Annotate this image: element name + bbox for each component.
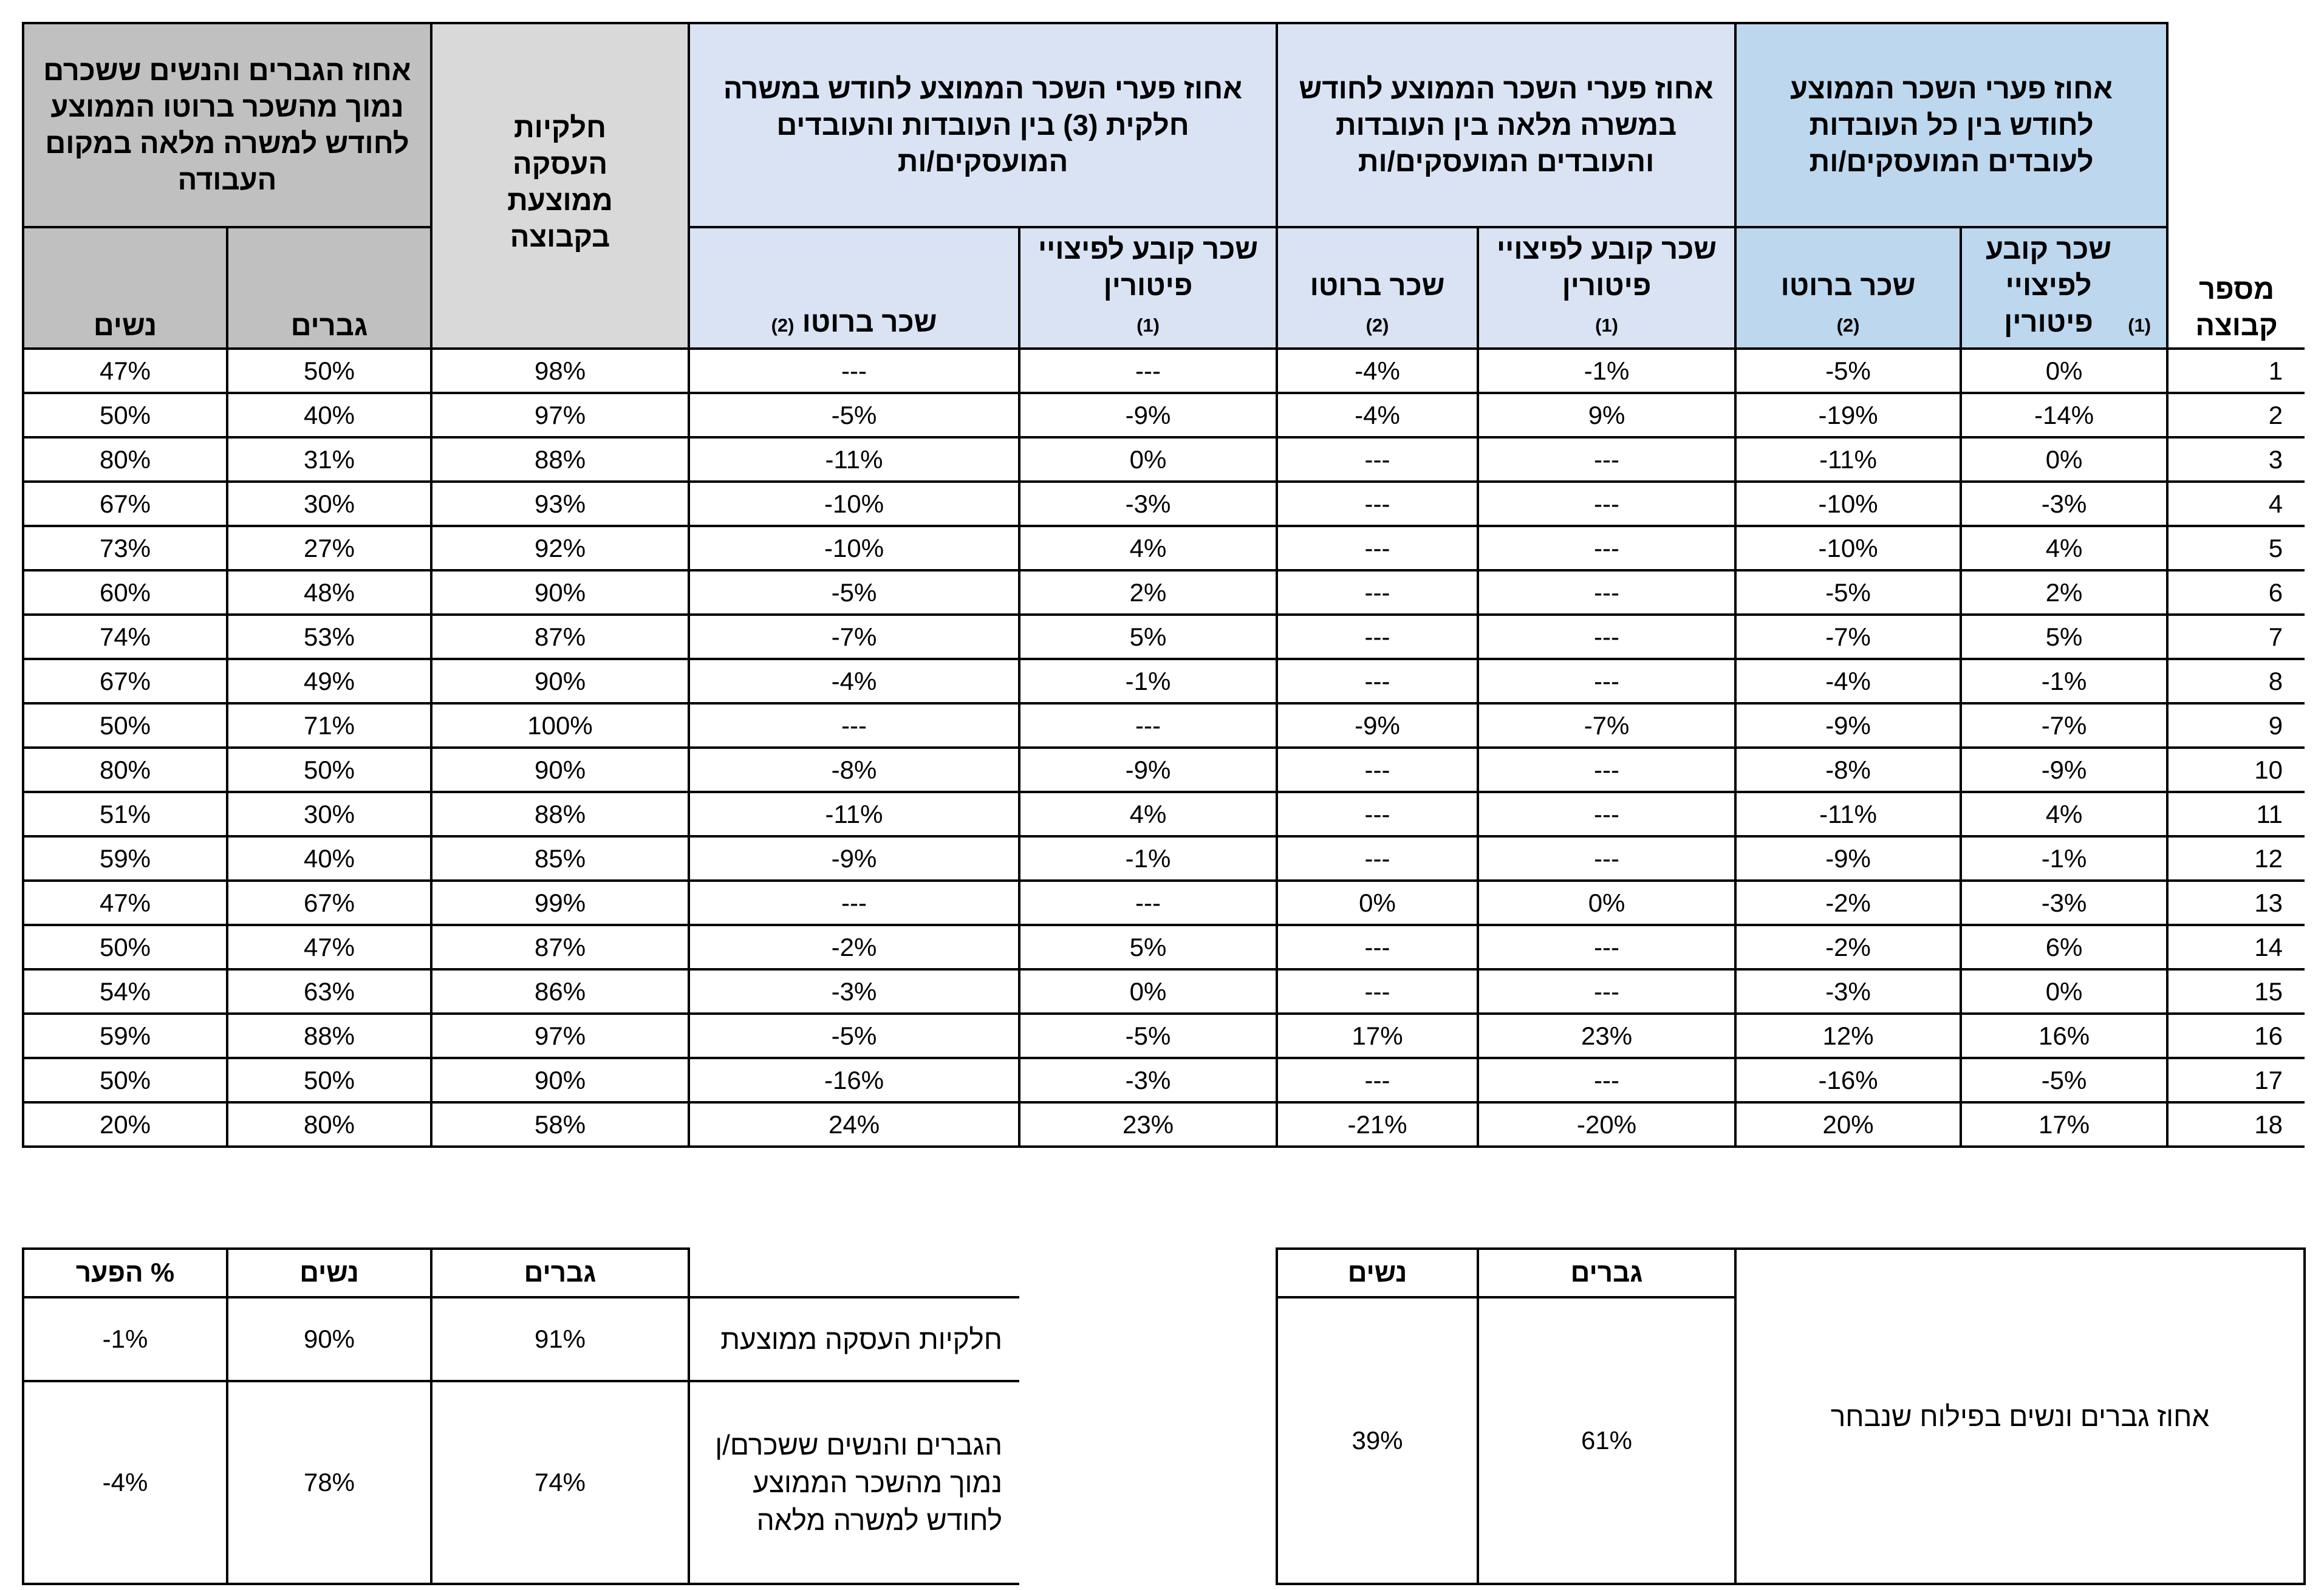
all-gross-cell: -5% [1735,349,1961,393]
men-cell: 49% [227,659,431,703]
employment-share-cell: 90% [431,748,689,792]
all-fixed-cell: 0% [1961,437,2167,482]
group-number-cell: 14 [2167,925,2305,969]
part-time-fixed-cell: -1% [1019,659,1277,703]
label-header [689,1249,1019,1297]
full-time-gross-header: שכר ברוטו (2) [1277,227,1478,349]
group-number-cell: 2 [2167,393,2305,437]
women-cell: 50% [23,925,227,969]
men-cell: 40% [227,836,431,881]
full-time-fixed-cell: --- [1478,748,1735,792]
table-row [23,792,2305,836]
row-label: הגברים והנשים ששכרם/ן נמוך מהשכר הממוצע לחודש למשרה מלאה [689,1381,1019,1584]
part-time-gross-header: שכר ברוטו (2) [689,227,1019,349]
part-time-gross-cell: -2% [689,925,1019,969]
all-gross-cell: -3% [1735,969,1961,1014]
group-number-cell: 8 [2167,659,2305,703]
group-number-cell: 12 [2167,836,2305,881]
group-number-cell: 10 [2167,748,2305,792]
part-time-fixed-cell: --- [1019,703,1277,748]
employment-share-cell: 87% [431,615,689,659]
part-time-fixed-cell: 4% [1019,792,1277,836]
header-spacer [2167,23,2305,227]
all-fixed-cell: 0% [1961,969,2167,1014]
women-cell: 73% [23,526,227,570]
group-number-cell: 6 [2167,570,2305,615]
women-cell: 54% [23,969,227,1014]
full-time-gross-cell: -4% [1277,393,1478,437]
part-time-gap-header: אחוז פערי השכר הממוצע לחודש במשרה חלקית (3) בין העובדות והעובדים המועסקים/ות [689,23,1277,227]
part-time-fixed-cell: -3% [1019,1058,1277,1102]
full-time-fixed-cell: -1% [1478,349,1735,393]
men-cell: 30% [227,482,431,526]
all-fixed-cell: -1% [1961,836,2167,881]
women-cell: 67% [23,659,227,703]
table-row [23,1014,2305,1058]
table-row [23,969,2305,1014]
men-below-header: גברים [227,227,431,349]
full-time-fixed-header: שכר קובע לפיצויי פיטורין (1) [1478,227,1735,349]
employment-share-cell: 93% [431,482,689,526]
part-time-gross-cell: -3% [689,969,1019,1014]
all-gross-header: שכר ברוטו (2) [1735,227,1961,349]
employment-share-cell: 86% [431,969,689,1014]
full-time-gross-cell: --- [1277,792,1478,836]
full-time-fixed-cell: --- [1478,482,1735,526]
all-gross-cell: -4% [1735,659,1961,703]
part-time-fixed-cell: -1% [1019,836,1277,881]
part-time-gross-cell: --- [689,881,1019,925]
full-time-gross-cell: -9% [1277,703,1478,748]
part-time-fixed-cell: 0% [1019,437,1277,482]
table-row [23,1058,2305,1102]
men-cell: 91% [431,1297,689,1381]
full-time-fixed-cell: 23% [1478,1014,1735,1058]
women-below-header: נשים [23,227,227,349]
full-time-gross-cell: --- [1277,836,1478,881]
table-row [23,1102,2305,1147]
full-time-fixed-cell: --- [1478,615,1735,659]
all-gross-cell: 20% [1735,1102,1961,1147]
group-number-cell: 15 [2167,969,2305,1014]
table-row [23,393,2305,437]
all-gross-cell: -2% [1735,925,1961,969]
all-fixed-cell: -3% [1961,482,2167,526]
full-time-fixed-cell: -7% [1478,703,1735,748]
full-time-fixed-cell: --- [1478,836,1735,881]
full-time-fixed-cell: -20% [1478,1102,1735,1147]
all-fixed-cell: 0% [1961,349,2167,393]
all-fixed-cell: -9% [1961,748,2167,792]
table-row [23,748,2305,792]
all-gross-cell: -11% [1735,792,1961,836]
women-cell: 50% [23,1058,227,1102]
men-cell: 27% [227,526,431,570]
full-time-gross-cell: --- [1277,969,1478,1014]
all-fixed-cell: 4% [1961,526,2167,570]
all-fixed-cell: 16% [1961,1014,2167,1058]
women-cell: 78% [227,1381,431,1584]
men-cell: 61% [1478,1297,1735,1584]
women-cell: 51% [23,792,227,836]
employment-share-cell: 99% [431,881,689,925]
employment-share-cell: 87% [431,925,689,969]
men-cell: 71% [227,703,431,748]
employment-share-cell: 85% [431,836,689,881]
group-number-cell: 1 [2167,349,2305,393]
men-cell: 40% [227,393,431,437]
women-cell: 74% [23,615,227,659]
all-fixed-cell: 6% [1961,925,2167,969]
part-time-gross-cell: -4% [689,659,1019,703]
gender-split-table [1276,1247,2306,1585]
full-time-gross-cell: --- [1277,526,1478,570]
full-time-gross-cell: --- [1277,437,1478,482]
all-fixed-cell: 2% [1961,570,2167,615]
full-time-gross-cell: --- [1277,1058,1478,1102]
employment-share-cell: 98% [431,349,689,393]
employment-share-cell: 97% [431,1014,689,1058]
part-time-gross-cell: -9% [689,836,1019,881]
full-time-gross-cell: --- [1277,925,1478,969]
table-row [23,482,2305,526]
table-row [23,925,2305,969]
employment-share-cell: 58% [431,1102,689,1147]
employment-share-cell: 90% [431,659,689,703]
part-time-fixed-cell: -3% [1019,482,1277,526]
women-cell: 60% [23,570,227,615]
men-cell: 74% [431,1381,689,1584]
all-gross-cell: -2% [1735,881,1961,925]
group-number-cell: 17 [2167,1058,2305,1102]
group-number-header: מספר קבוצה [2195,273,2278,341]
all-fixed-cell: 4% [1961,792,2167,836]
group-number-cell: 4 [2167,482,2305,526]
full-time-gap-header: אחוז פערי השכר הממוצע לחודש במשרה מלאה בין העובדות והעובדים המועסקים/ות [1277,23,1735,227]
full-time-gross-cell: --- [1277,748,1478,792]
part-time-fixed-cell: -5% [1019,1014,1277,1058]
women-cell: 90% [227,1297,431,1381]
men-cell: 50% [227,748,431,792]
full-time-gross-cell: 0% [1277,881,1478,925]
men-header: גברים [1478,1249,1735,1297]
full-time-fixed-cell: --- [1478,570,1735,615]
group-number-cell: 18 [2167,1102,2305,1147]
men-cell: 50% [227,349,431,393]
employment-share-cell: 100% [431,703,689,748]
part-time-fixed-cell: 0% [1019,969,1277,1014]
all-fixed-cell: 5% [1961,615,2167,659]
all-gross-cell: -19% [1735,393,1961,437]
full-time-gross-cell: --- [1277,659,1478,703]
men-cell: 63% [227,969,431,1014]
gap-cell: -1% [23,1297,227,1381]
full-time-gross-cell: -4% [1277,349,1478,393]
full-time-fixed-cell: --- [1478,925,1735,969]
part-time-fixed-cell: 23% [1019,1102,1277,1147]
all-gross-cell: -9% [1735,836,1961,881]
men-cell: 67% [227,881,431,925]
women-cell: 50% [23,703,227,748]
group-number-cell: 5 [2167,526,2305,570]
all-gross-cell: -8% [1735,748,1961,792]
women-header: נשים [1277,1249,1478,1297]
full-time-fixed-cell: --- [1478,1058,1735,1102]
full-time-fixed-cell: 0% [1478,881,1735,925]
women-cell: 67% [23,482,227,526]
part-time-gross-cell: -8% [689,748,1019,792]
group-number-cell: 9 [2167,703,2305,748]
women-cell: 59% [23,1014,227,1058]
full-time-gross-cell: --- [1277,615,1478,659]
employment-share-cell: 92% [431,526,689,570]
full-time-fixed-cell: --- [1478,969,1735,1014]
all-gross-cell: -9% [1735,703,1961,748]
table-row [23,349,2305,393]
all-fixed-cell: -7% [1961,703,2167,748]
men-cell: 31% [227,437,431,482]
table-row [23,526,2305,570]
all-gross-cell: -5% [1735,570,1961,615]
women-cell: 59% [23,836,227,881]
row-label: חלקיות העסקה ממוצעת [689,1297,1019,1381]
group-number-cell: 16 [2167,1014,2305,1058]
all-fixed-cell: 17% [1961,1102,2167,1147]
part-time-fixed-cell: --- [1019,881,1277,925]
women-cell: 39% [1277,1297,1478,1584]
summary-table [22,1247,1019,1585]
all-fixed-cell: -5% [1961,1058,2167,1102]
all-gross-cell: -16% [1735,1058,1961,1102]
part-time-gross-cell: -5% [689,1014,1019,1058]
part-time-gross-cell: -11% [689,792,1019,836]
split-label: אחוז גברים ונשים בפילוח שנבחר [1735,1249,2305,1584]
all-fixed-cell: -1% [1961,659,2167,703]
part-time-gross-cell: -16% [689,1058,1019,1102]
part-time-fixed-cell: 5% [1019,925,1277,969]
gap-cell: -4% [23,1381,227,1584]
table-row [23,836,2305,881]
part-time-gross-cell: --- [689,349,1019,393]
women-header: נשים [227,1249,431,1297]
full-time-gross-cell: --- [1277,570,1478,615]
full-time-gross-cell: 17% [1277,1014,1478,1058]
group-number-cell: 7 [2167,615,2305,659]
full-time-gross-cell: --- [1277,482,1478,526]
employment-share-cell: 88% [431,792,689,836]
part-time-fixed-cell: 4% [1019,526,1277,570]
table-row [23,881,2305,925]
all-fixed-header: שכר קובע לפיצויי פיטורין (1) [1961,227,2167,349]
part-time-gross-cell: -10% [689,482,1019,526]
full-time-fixed-cell: --- [1478,437,1735,482]
men-cell: 30% [227,792,431,836]
part-time-fixed-cell: 5% [1019,615,1277,659]
pay-gap-table [22,22,2305,1148]
employment-share-cell: 97% [431,393,689,437]
table-row [23,615,2305,659]
full-time-fixed-cell: --- [1478,792,1735,836]
employment-share-cell: 90% [431,570,689,615]
all-fixed-cell: -3% [1961,881,2167,925]
part-time-gross-cell: -11% [689,437,1019,482]
women-cell: 47% [23,881,227,925]
table-row [23,659,2305,703]
all-gross-cell: -10% [1735,482,1961,526]
employment-share-header: חלקיות העסקה ממוצעת בקבוצה [431,23,689,349]
group-number-cell: 13 [2167,881,2305,925]
women-cell: 50% [23,393,227,437]
part-time-gross-cell: -5% [689,393,1019,437]
part-time-gross-cell: -7% [689,615,1019,659]
women-cell: 80% [23,748,227,792]
all-gross-cell: -7% [1735,615,1961,659]
full-time-fixed-cell: 9% [1478,393,1735,437]
group-number-cell: 3 [2167,437,2305,482]
men-cell: 53% [227,615,431,659]
table-row [23,570,2305,615]
all-workers-gap-header: אחוז פערי השכר הממוצע לחודש בין כל העובדות לעובדים המועסקים/ות [1735,23,2167,227]
full-time-fixed-cell: --- [1478,526,1735,570]
full-time-gross-cell: -21% [1277,1102,1478,1147]
women-cell: 80% [23,437,227,482]
part-time-gross-cell: 24% [689,1102,1019,1147]
employment-share-cell: 90% [431,1058,689,1102]
all-gross-cell: 12% [1735,1014,1961,1058]
part-time-fixed-cell: -9% [1019,393,1277,437]
part-time-fixed-header: שכר קובע לפיצויי פיטורין (1) [1019,227,1277,349]
part-time-gross-cell: -10% [689,526,1019,570]
women-cell: 20% [23,1102,227,1147]
full-time-fixed-cell: --- [1478,659,1735,703]
part-time-gross-cell: --- [689,703,1019,748]
gap-header: הפער % [23,1249,227,1297]
men-cell: 47% [227,925,431,969]
group-number-cell: 11 [2167,792,2305,836]
all-gross-cell: -11% [1735,437,1961,482]
part-time-fixed-cell: --- [1019,349,1277,393]
table-row [23,703,2305,748]
men-cell: 50% [227,1058,431,1102]
all-fixed-cell: -14% [1961,393,2167,437]
men-cell: 48% [227,570,431,615]
part-time-gross-cell: -5% [689,570,1019,615]
men-header: גברים [431,1249,689,1297]
part-time-fixed-cell: -9% [1019,748,1277,792]
employment-share-cell: 88% [431,437,689,482]
part-time-fixed-cell: 2% [1019,570,1277,615]
women-cell: 47% [23,349,227,393]
men-cell: 88% [227,1014,431,1058]
table-row [23,437,2305,482]
all-gross-cell: -10% [1735,526,1961,570]
men-cell: 80% [227,1102,431,1147]
below-average-header: אחוז הגברים והנשים ששכרם נמוך מהשכר ברוטו הממוצע לחודש למשרה מלאה במקום העבודה [23,23,431,227]
